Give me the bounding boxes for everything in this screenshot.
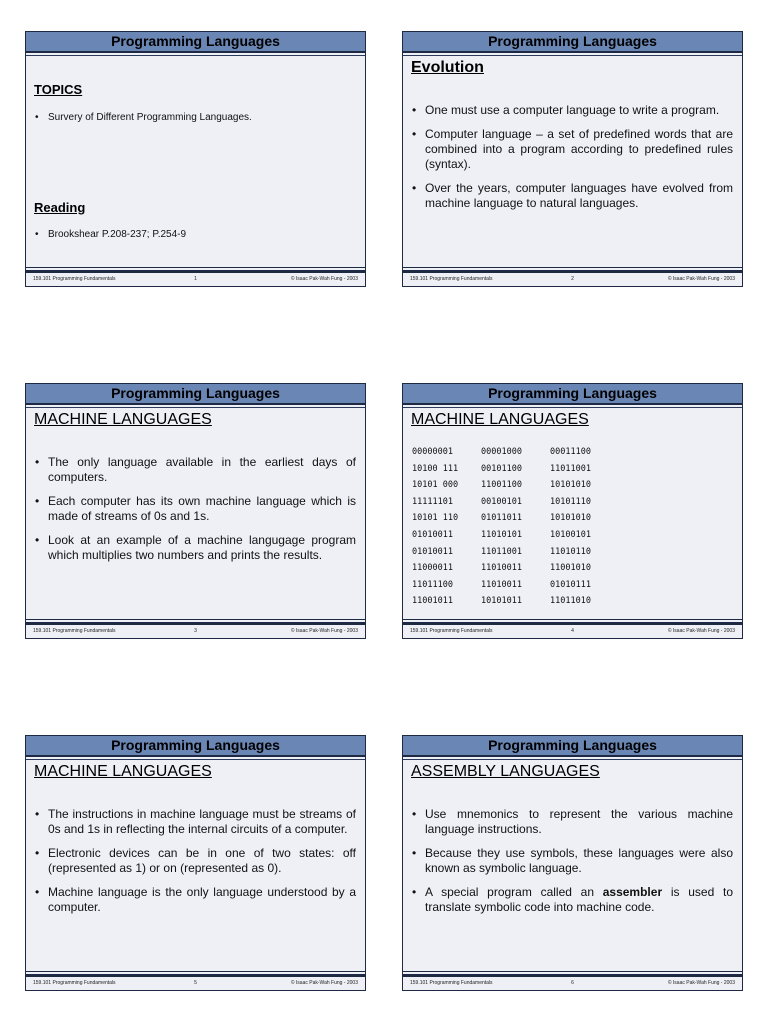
footer-copyright: © Isaac Pak-Wah Fung - 2003 [667,276,735,282]
code-row [412,497,652,514]
code-cell: 11010011 [481,579,522,590]
code-cell: 10101 000 [412,480,459,491]
code-row [412,447,652,464]
list-item: • Computer language – a set of predefined words that are combined into a program according to predefined rules (syntax). [411,127,733,172]
code-row [412,580,652,597]
code-cell: 11000011 [412,563,453,574]
slide-2 [402,31,743,287]
footer-page-number: 6 [571,980,574,986]
list-item: • One must use a computer language to write a program. [411,103,733,118]
code-cell: 11010011 [481,563,522,574]
slide-heading: MACHINE LANGUAGES [411,411,589,428]
code-cell: 00100101 [481,496,522,507]
footer-copyright: © Isaac Pak-Wah Fung - 2003 [290,628,358,634]
code-cell: 11010110 [550,546,591,557]
footer-course: 159.101 Programming Fundamentals [410,980,493,986]
footer-course: 159.101 Programming Fundamentals [410,628,493,634]
code-cell: 10101010 [550,480,591,491]
list-item: • Use mnemonics to represent the various machine language instructions. [411,807,733,837]
code-row [412,563,652,580]
code-cell: 11011001 [481,546,522,557]
code-cell: 10101 110 [412,513,459,524]
reading-list [34,228,356,250]
code-row [412,547,652,564]
slide-title: Programming Languages [26,384,365,405]
code-cell: 11011100 [412,579,453,590]
list-item: • The instructions in machine language must be streams of 0s and 1s in reflecting the internal circuits of a computer. [34,807,356,837]
list-item: • Because they use symbols, these languages were also known as symbolic language. [411,846,733,876]
footer-page-number: 5 [194,980,197,986]
slide-title: Programming Languages [403,736,742,757]
code-cell: 11001010 [550,563,591,574]
code-cell: 10101110 [550,496,591,507]
list-item: • Electronic devices can be in one of two states: off (represented as 1) or on (represented as 0). [34,846,356,876]
code-cell: 10100101 [550,529,591,540]
text-span: is used to translate symbolic code into machine code. [425,885,733,914]
footer-course: 159.101 Programming Fundamentals [33,276,116,282]
code-row [412,596,652,613]
bullet-list [34,455,356,572]
slide-footer [26,270,365,286]
list-item: • Each computer has its own machine language which is made of streams of 0s and 1s. [34,494,356,524]
slide-footer [26,974,365,990]
code-cell: 10101010 [550,513,591,524]
slide-1 [25,31,366,287]
code-cell: 11010101 [481,529,522,540]
text-span: A special program called an [425,885,603,899]
footer-page-number: 4 [571,628,574,634]
code-cell: 01010011 [412,546,453,557]
slide-title: Programming Languages [26,32,365,53]
list-item: • The only language available in the earliest days of computers. [34,455,356,485]
footer-course: 159.101 Programming Fundamentals [33,628,116,634]
slide-6 [402,735,743,991]
slide-title: Programming Languages [403,32,742,53]
code-row [412,513,652,530]
slide-heading: MACHINE LANGUAGES [34,763,212,780]
list-item: • Machine language is the only language understood by a computer. [34,885,356,915]
list-item: • Look at an example of a machine langugage program which multiplies two numbers and prints the results. [34,533,356,563]
slide-title: Programming Languages [26,736,365,757]
slide-footer [403,270,742,286]
code-cell: 11011001 [550,463,591,474]
list-item: • Over the years, computer languages have evolved from machine language to natural languages. [411,181,733,211]
footer-page-number: 2 [571,276,574,282]
slide-heading: Evolution [411,59,484,76]
bullet-list [34,807,356,924]
footer-copyright: © Isaac Pak-Wah Fung - 2003 [667,980,735,986]
code-cell: 11001011 [412,596,453,607]
code-row [412,530,652,547]
code-cell: 00000001 [412,447,453,457]
footer-course: 159.101 Programming Fundamentals [410,276,493,282]
code-cell: 00011100 [550,447,591,457]
slide-footer [26,622,365,638]
slide-footer [403,974,742,990]
footer-page-number: 3 [194,628,197,634]
bullet-list [411,103,733,220]
code-cell: 00101100 [481,463,522,474]
footer-page-number: 1 [194,276,197,282]
slide-heading: MACHINE LANGUAGES [34,411,212,428]
machine-code-listing [412,447,652,613]
slide-5 [25,735,366,991]
topics-heading: TOPICS [34,82,83,97]
footer-course: 159.101 Programming Fundamentals [33,980,116,986]
footer-copyright: © Isaac Pak-Wah Fung - 2003 [667,628,735,634]
slide-4 [402,383,743,639]
reading-heading: Reading [34,200,86,215]
code-cell: 01011011 [481,513,522,524]
list-item: • Brookshear P.208-237; P.254-9 [34,228,356,241]
code-cell: 11011010 [550,596,591,607]
slide-footer [403,622,742,638]
footer-copyright: © Isaac Pak-Wah Fung - 2003 [290,276,358,282]
list-item [411,885,733,915]
slide-3 [25,383,366,639]
code-cell: 01010111 [550,579,591,590]
code-row [412,480,652,497]
code-row [412,464,652,481]
code-cell: 11001100 [481,480,522,491]
code-cell: 01010011 [412,529,453,540]
code-cell: 11111101 [412,496,453,507]
list-item: • Survery of Different Programming Languages. [34,111,356,124]
footer-copyright: © Isaac Pak-Wah Fung - 2003 [290,980,358,986]
code-cell: 10101011 [481,596,522,607]
code-cell: 00001000 [481,447,522,457]
slide-title: Programming Languages [403,384,742,405]
topics-list [34,111,356,133]
keyword-assembler: assembler [602,885,663,899]
slide-heading: ASSEMBLY LANGUAGES [411,763,600,780]
code-cell: 10100 111 [412,463,459,474]
bullet-list [411,807,733,924]
